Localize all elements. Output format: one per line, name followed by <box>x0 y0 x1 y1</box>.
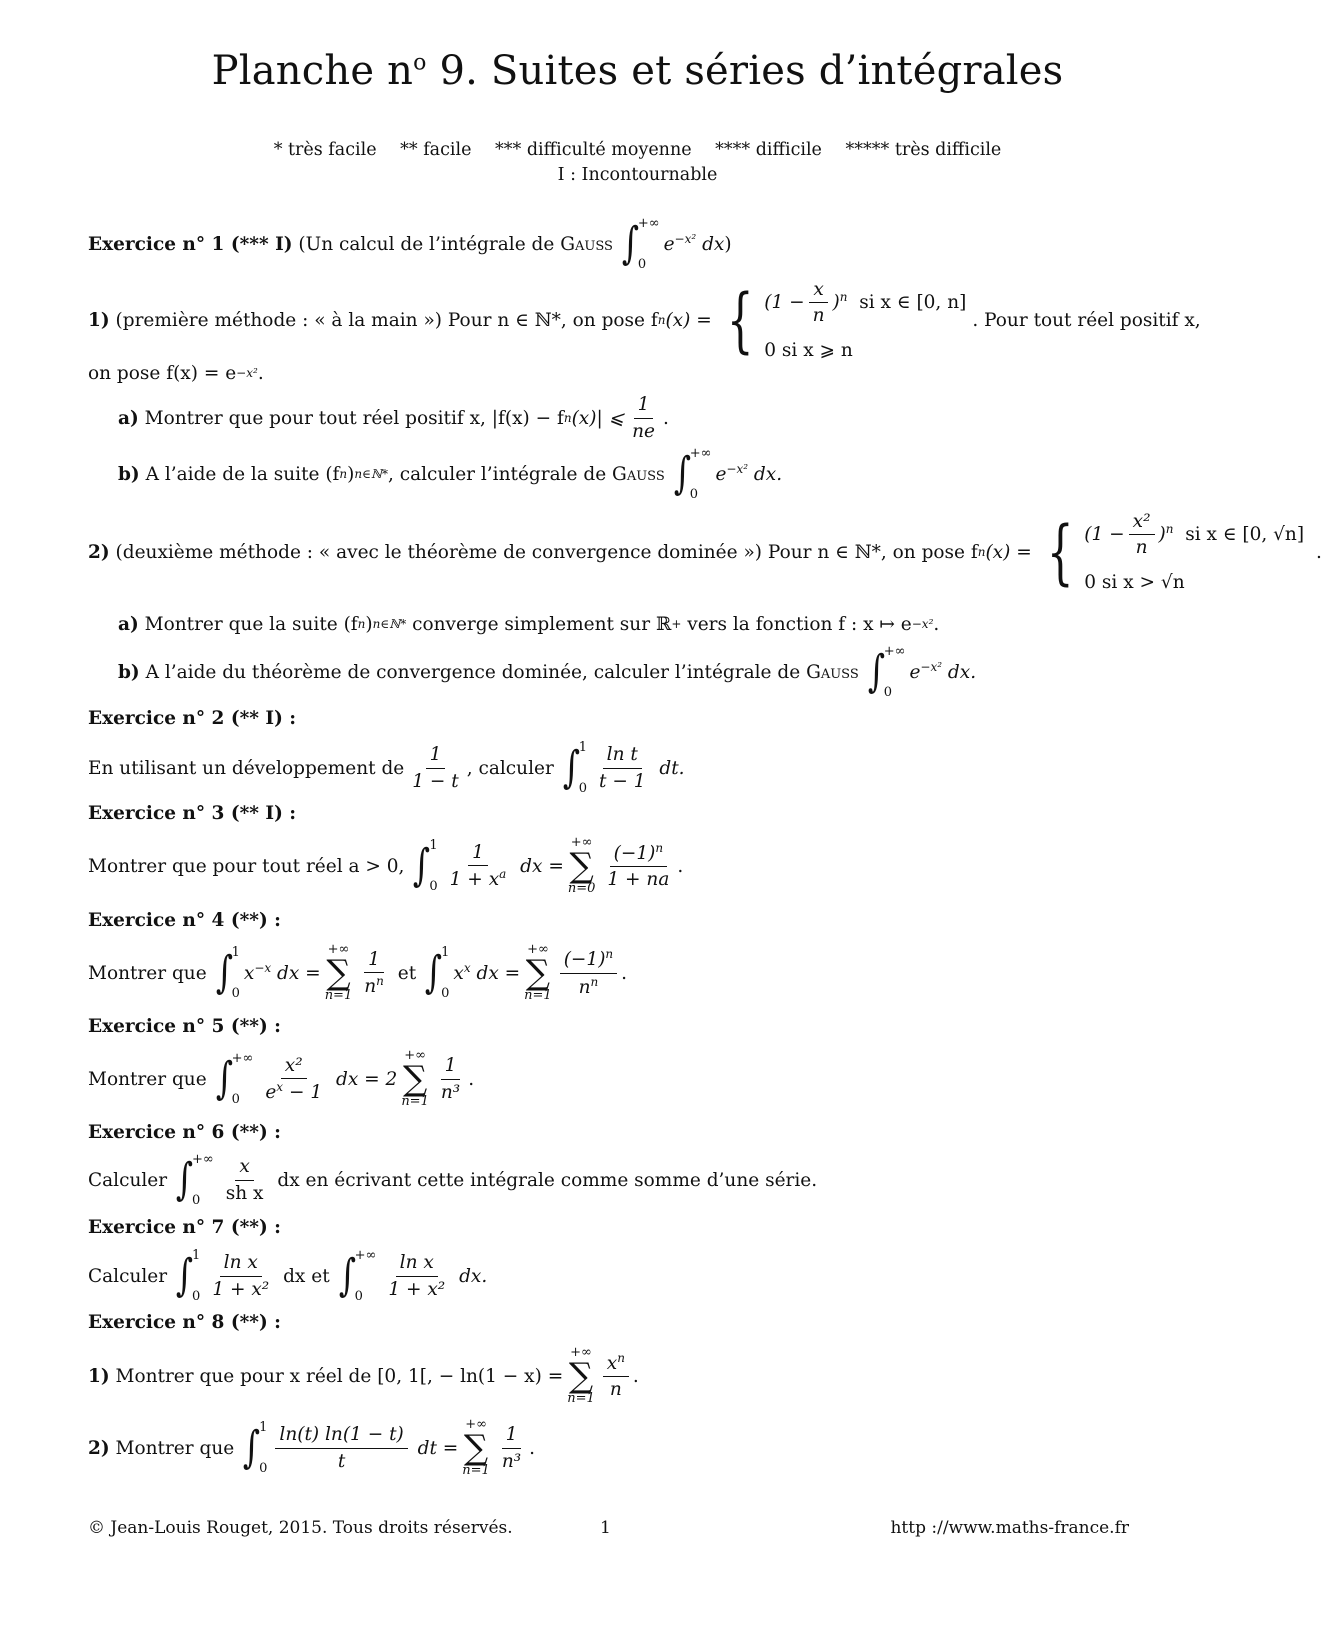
ex4-heading: Exercice n° 4 (**) : <box>88 909 281 931</box>
footer-page-number: 1 <box>600 1518 611 1538</box>
footer-copyright: © Jean-Louis Rouget, 2015. Tous droits réservés. <box>88 1518 513 1538</box>
ex6-heading: Exercice n° 6 (**) : <box>88 1121 281 1143</box>
ex4-statement: Montrer que ∫ 1 0 $x^{-x}$ dx = +∞ ∑ n=1 1 $n^n$ et ∫ 1 0 $x^x$ dx = +∞ ∑ n=1 $(-1)^n$ $n^n$ . <box>88 942 628 1004</box>
footer-url[interactable]: http ://www.maths-france.fr <box>890 1518 1129 1538</box>
legend-item: ** facile <box>400 140 472 160</box>
ex1-q1-line2: on pose f(x) = e −x² . <box>88 362 264 384</box>
ex1-heading: Exercice n° 1 (*** I) (Un calcul de l’intégrale de Gauss ∫ +∞ 0 $e^{-x^2}$ dx ) <box>88 216 732 272</box>
ex3-heading: Exercice n° 3 (** I) : <box>88 802 297 824</box>
ex1-q1: 1) (première méthode : « à la main ») Pour n ∈ ℕ*, on pose f n (x) = { (1 − $\frac{x}{n}$ )$^n$ si x ∈ [0, n] 0 si x ⩾ n . Pour tout réel positif x, <box>88 278 1201 362</box>
ex1-q2a: a) Montrer que la suite (f n ) n∈ℕ* converge simplement sur ℝ + vers la fonction f : x ↦ e −x² . <box>118 613 940 635</box>
ex3-statement: Montrer que pour tout réel a > 0, ∫ 1 0 1 $1 + x^a$ dx = +∞ ∑ n=0 $(-1)^n$ 1 + na . <box>88 835 684 897</box>
legend-incontournable: I : Incontournable <box>557 165 718 185</box>
ex7-heading: Exercice n° 7 (**) : <box>88 1216 281 1238</box>
ex1-qb: b) A l’aide de la suite (f n ) n∈ℕ* , calculer l’intégrale de Gauss ∫ +∞ 0 $e^{-x^2}$ dx. <box>118 446 783 502</box>
ex7-statement: Calculer ∫ 1 0 ln x 1 + x² dx et ∫ +∞ 0 ln x 1 + x² dx. <box>88 1248 488 1304</box>
ex2-heading: Exercice n° 2 (** I) : <box>88 707 297 729</box>
legend-item: *** difficulté moyenne <box>495 140 692 160</box>
ex8-heading: Exercice n° 8 (**) : <box>88 1311 281 1333</box>
difficulty-legend <box>0 138 1275 188</box>
legend-item: ***** très difficile <box>845 140 1002 160</box>
ex1-qa: a) Montrer que pour tout réel positif x, |f(x) − f n (x)| ⩽ 1 ne . <box>118 394 669 442</box>
ex2-statement: En utilisant un développement de 1 1 − t , calculer ∫ 1 0 ln t t − 1 dt. <box>88 740 685 796</box>
ex6-statement: Calculer ∫ +∞ 0 x sh x dx en écrivant cette intégrale comme somme d’une série. <box>88 1152 818 1208</box>
ex8-q2: 2) Montrer que ∫ 1 0 ln(t) ln(1 − t) t dt = +∞ ∑ n=1 1 n³ . <box>88 1417 536 1479</box>
legend-item: **** difficile <box>715 140 822 160</box>
ex1-q2: 2) (deuxième méthode : « avec le théorème de convergence dominée ») Pour n ∈ ℕ*, on pose f n (x) = { (1 − $\frac{\text{x²}}{n}$ )$^n$ si x ∈ [0, √n] 0 si x > √n . <box>88 510 1322 594</box>
ex1-q2b: b) A l’aide du théorème de convergence dominée, calculer l’intégrale de Gauss ∫ +∞ 0 $e^{-x^2}$ dx. <box>118 644 977 700</box>
ex5-heading: Exercice n° 5 (**) : <box>88 1015 281 1037</box>
ex5-statement: Montrer que ∫ +∞ 0 x² $e^x - 1$ dx = 2 +∞ ∑ n=1 1 n³ . <box>88 1048 475 1110</box>
ex8-q1: 1) Montrer que pour x réel de [0, 1[, − ln(1 − x) = +∞ ∑ n=1 $x^n$ n . <box>88 1345 639 1407</box>
legend-item: * très facile <box>273 140 377 160</box>
page-title: Planche $n^o$ 9. Suites et séries d’intégrales <box>211 48 1064 94</box>
